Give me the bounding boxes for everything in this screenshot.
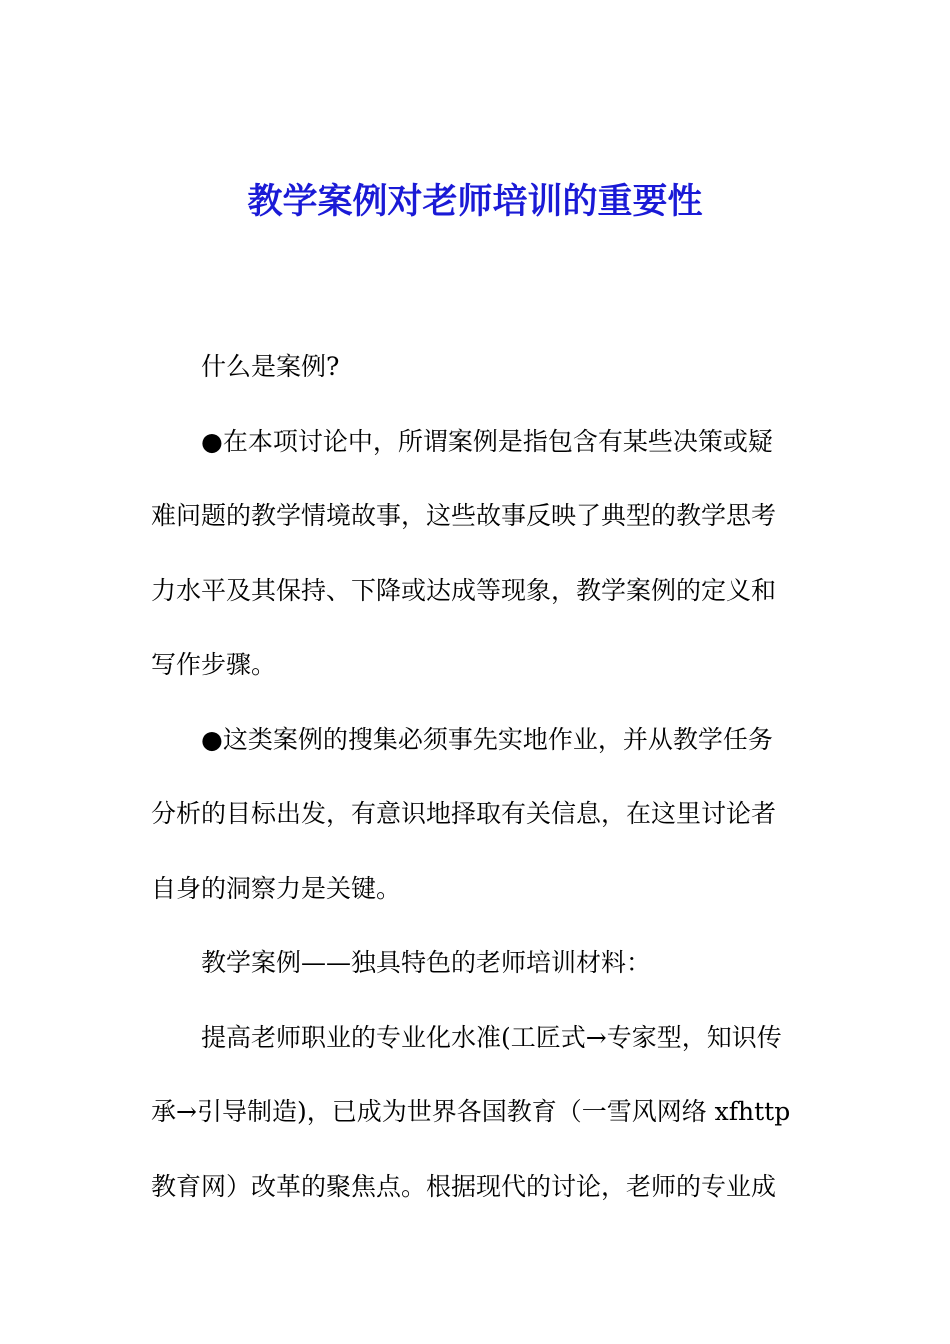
document-title: 教学案例对老师培训的重要性 — [247, 181, 703, 222]
paragraph-line: ●这类案例的搜集必须事先实地作业，并从教学任务 — [201, 724, 773, 754]
paragraph-line: 教育网）改革的聚焦点。根据现代的讨论，老师的专业成 — [151, 1171, 777, 1201]
paragraph-line: 写作步骤。 — [151, 650, 277, 679]
paragraph-case-definition — [151, 405, 811, 703]
paragraph-line: 自身的洞察力是关键。 — [151, 873, 402, 903]
paragraph-line: 承→引导制造)，已成为世界各国教育（一雪风网络 xfhttp — [151, 1097, 791, 1126]
paragraph-line: 教学案例——独具特色的老师培训材料： — [201, 948, 652, 977]
paragraph-line: 提高老师职业的专业化水准(工匠式→专家型，知识传 — [201, 1022, 782, 1052]
paragraph-line: 什么是案例? — [201, 352, 340, 381]
paragraph-case-collection — [151, 703, 811, 927]
paragraph-training-material — [151, 926, 811, 1001]
paragraph-line: 分析的目标出发，有意识地择取有关信息，在这里讨论者 — [151, 799, 777, 828]
paragraph-professionalization — [151, 1001, 811, 1225]
paragraph-line: 难问题的教学情境故事，这些故事反映了典型的教学思考 — [151, 501, 777, 530]
document-body — [151, 330, 811, 1224]
paragraph-line: 力水平及其保持、下降或达成等现象，教学案例的定义和 — [151, 575, 777, 605]
paragraph-what-is-case — [151, 330, 811, 405]
paragraph-line: ●在本项讨论中，所谓案例是指包含有某些决策或疑 — [201, 426, 773, 456]
